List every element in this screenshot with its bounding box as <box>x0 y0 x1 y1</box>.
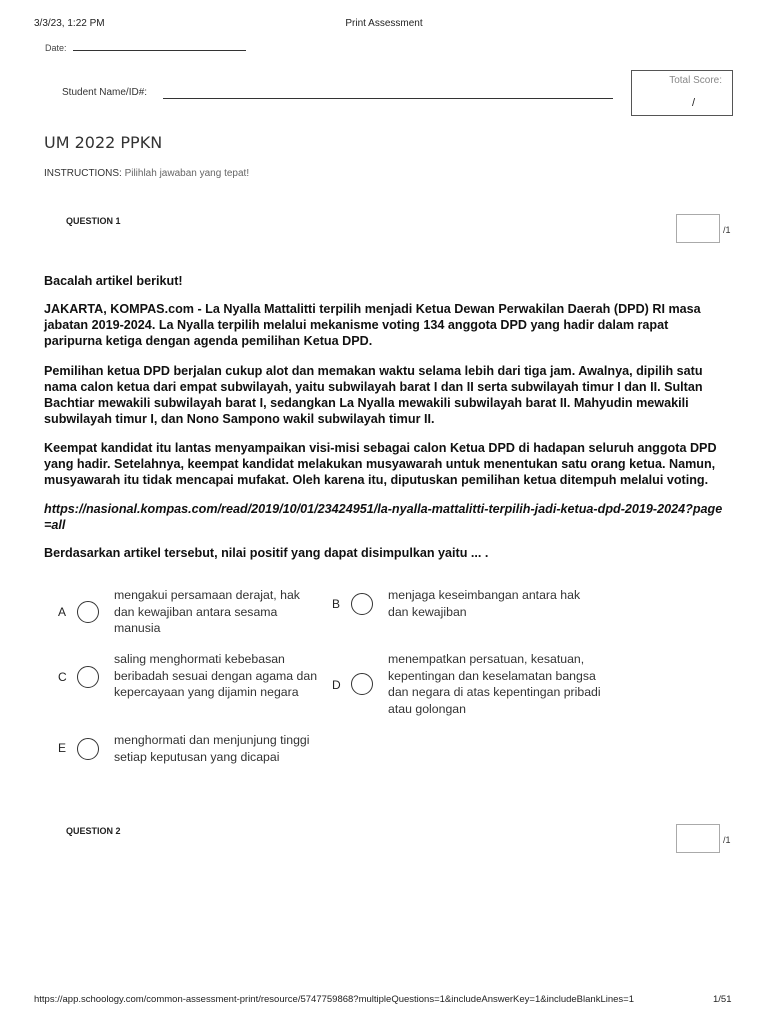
print-footer-url: https://app.schoology.com/common-assessment-print/resource/5747759868?multipleQuestions=1&includeAnswerKey=1&includeBlankLines=1 <box>34 994 634 1005</box>
option-b-radio[interactable] <box>351 593 373 615</box>
student-name-field-line[interactable] <box>163 98 613 99</box>
instructions-label: INSTRUCTIONS: <box>44 168 122 179</box>
print-datetime: 3/3/23, 1:22 PM <box>34 18 105 29</box>
student-name-label: Student Name/ID#: <box>62 87 148 98</box>
total-score-label: Total Score: <box>669 75 722 86</box>
option-c-radio[interactable] <box>77 666 99 688</box>
article-paragraph-2 <box>44 363 728 427</box>
option-c-text: saling menghormati kebebasan beribadah sesuai dengan agama dan kepercayaan yang dijamin negara <box>114 652 318 699</box>
question-1-points-of: /1 <box>723 225 731 235</box>
total-score-box <box>631 70 733 116</box>
assessment-title: UM 2022 PPKN <box>44 133 163 152</box>
option-e-letter: E <box>58 741 67 755</box>
option-e-text: menghormati dan menjunjung tinggi setiap keputusan yang dicapai <box>114 733 310 764</box>
article-paragraph-1 <box>44 301 728 349</box>
question-1-points-input[interactable] <box>676 214 720 243</box>
question-1-intro-text: Bacalah artikel berikut! <box>44 274 183 288</box>
article-paragraph-3 <box>44 440 728 488</box>
date-label: Date: <box>45 43 67 53</box>
option-a-radio[interactable] <box>77 601 99 623</box>
option-a-letter: A <box>58 605 67 619</box>
option-a-text: mengakui persamaan derajat, hak dan kewajiban antara sesama manusia <box>114 588 300 635</box>
option-d-text: menempatkan persatuan, kesatuan, kepentingan dan keselamatan bangsa dan negara di atas kepentingan pribadi atau golongan <box>388 652 601 716</box>
option-b-text: menjaga keseimbangan antara hak dan kewajiban <box>388 588 581 619</box>
question-1-prompt <box>44 545 728 561</box>
option-d-letter: D <box>332 678 341 692</box>
article-paragraph-2-text: Pemilihan ketua DPD berjalan cukup alot dan memakan waktu selama lebih dari tiga jam. Awalnya, dipilih satu nama calon ketua dari empat subwilayah, yaitu subwilayah barat I dan II serta subwilayah timur I dan II. Sultan Bachtiar mewakili subwilayah barat I, sedangkan La Nyalla mewakili subwilayah barat II. Mahyudin mewakili subwilayah timur I, dan Nono Sampono wakil subwilayah timur II. <box>44 364 703 426</box>
question-2-label: QUESTION 2 <box>66 826 121 836</box>
option-e-radio[interactable] <box>77 738 99 760</box>
option-b-letter: B <box>332 597 341 611</box>
article-paragraph-1-text: JAKARTA, KOMPAS.com - La Nyalla Mattalitti terpilih menjadi Ketua Dewan Perwakilan Daerah (DPD) RI masa jabatan 2019-2024. La Nyalla terpilih melalui mekanisme voting 134 anggota DPD yang hadir dalam rapat paripurna ketiga dengan agenda pemilihan Ketua DPD. <box>44 302 701 348</box>
total-score-value: / <box>692 97 696 109</box>
article-source-link[interactable] <box>44 501 728 533</box>
question-2-points-input[interactable] <box>676 824 720 853</box>
instructions-text: Pilihlah jawaban yang tepat! <box>124 168 250 179</box>
option-c-letter: C <box>58 670 67 684</box>
question-1-label: QUESTION 1 <box>66 216 121 226</box>
article-source-link-text[interactable]: https://nasional.kompas.com/read/2019/10/01/23424951/la-nyalla-mattalitti-terpilih-jadi-ketua-dpd-2019-2024?page=all <box>44 502 723 532</box>
print-footer-page: 1/51 <box>713 994 732 1005</box>
question-1-prompt-text: Berdasarkan artikel tersebut, nilai positif yang dapat disimpulkan yaitu ... . <box>44 546 489 560</box>
instructions <box>44 168 249 179</box>
date-field-line[interactable] <box>73 50 246 51</box>
option-d-radio[interactable] <box>351 673 373 695</box>
question-1-intro <box>44 273 728 289</box>
question-2-points-of: /1 <box>723 835 731 845</box>
article-paragraph-3-text: Keempat kandidat itu lantas menyampaikan visi-misi sebagai calon Ketua DPD di hadapan seluruh anggota DPD yang hadir. Setelahnya, keempat kandidat melakukan musyawarah untuk menentukan satu orang ketua. Namun, musyawarah itu tidak mencapai mufakat. Oleh karena itu, diputuskan pemilihan ketua ditempuh melalui voting. <box>44 441 717 487</box>
print-page-title: Print Assessment <box>345 18 423 29</box>
